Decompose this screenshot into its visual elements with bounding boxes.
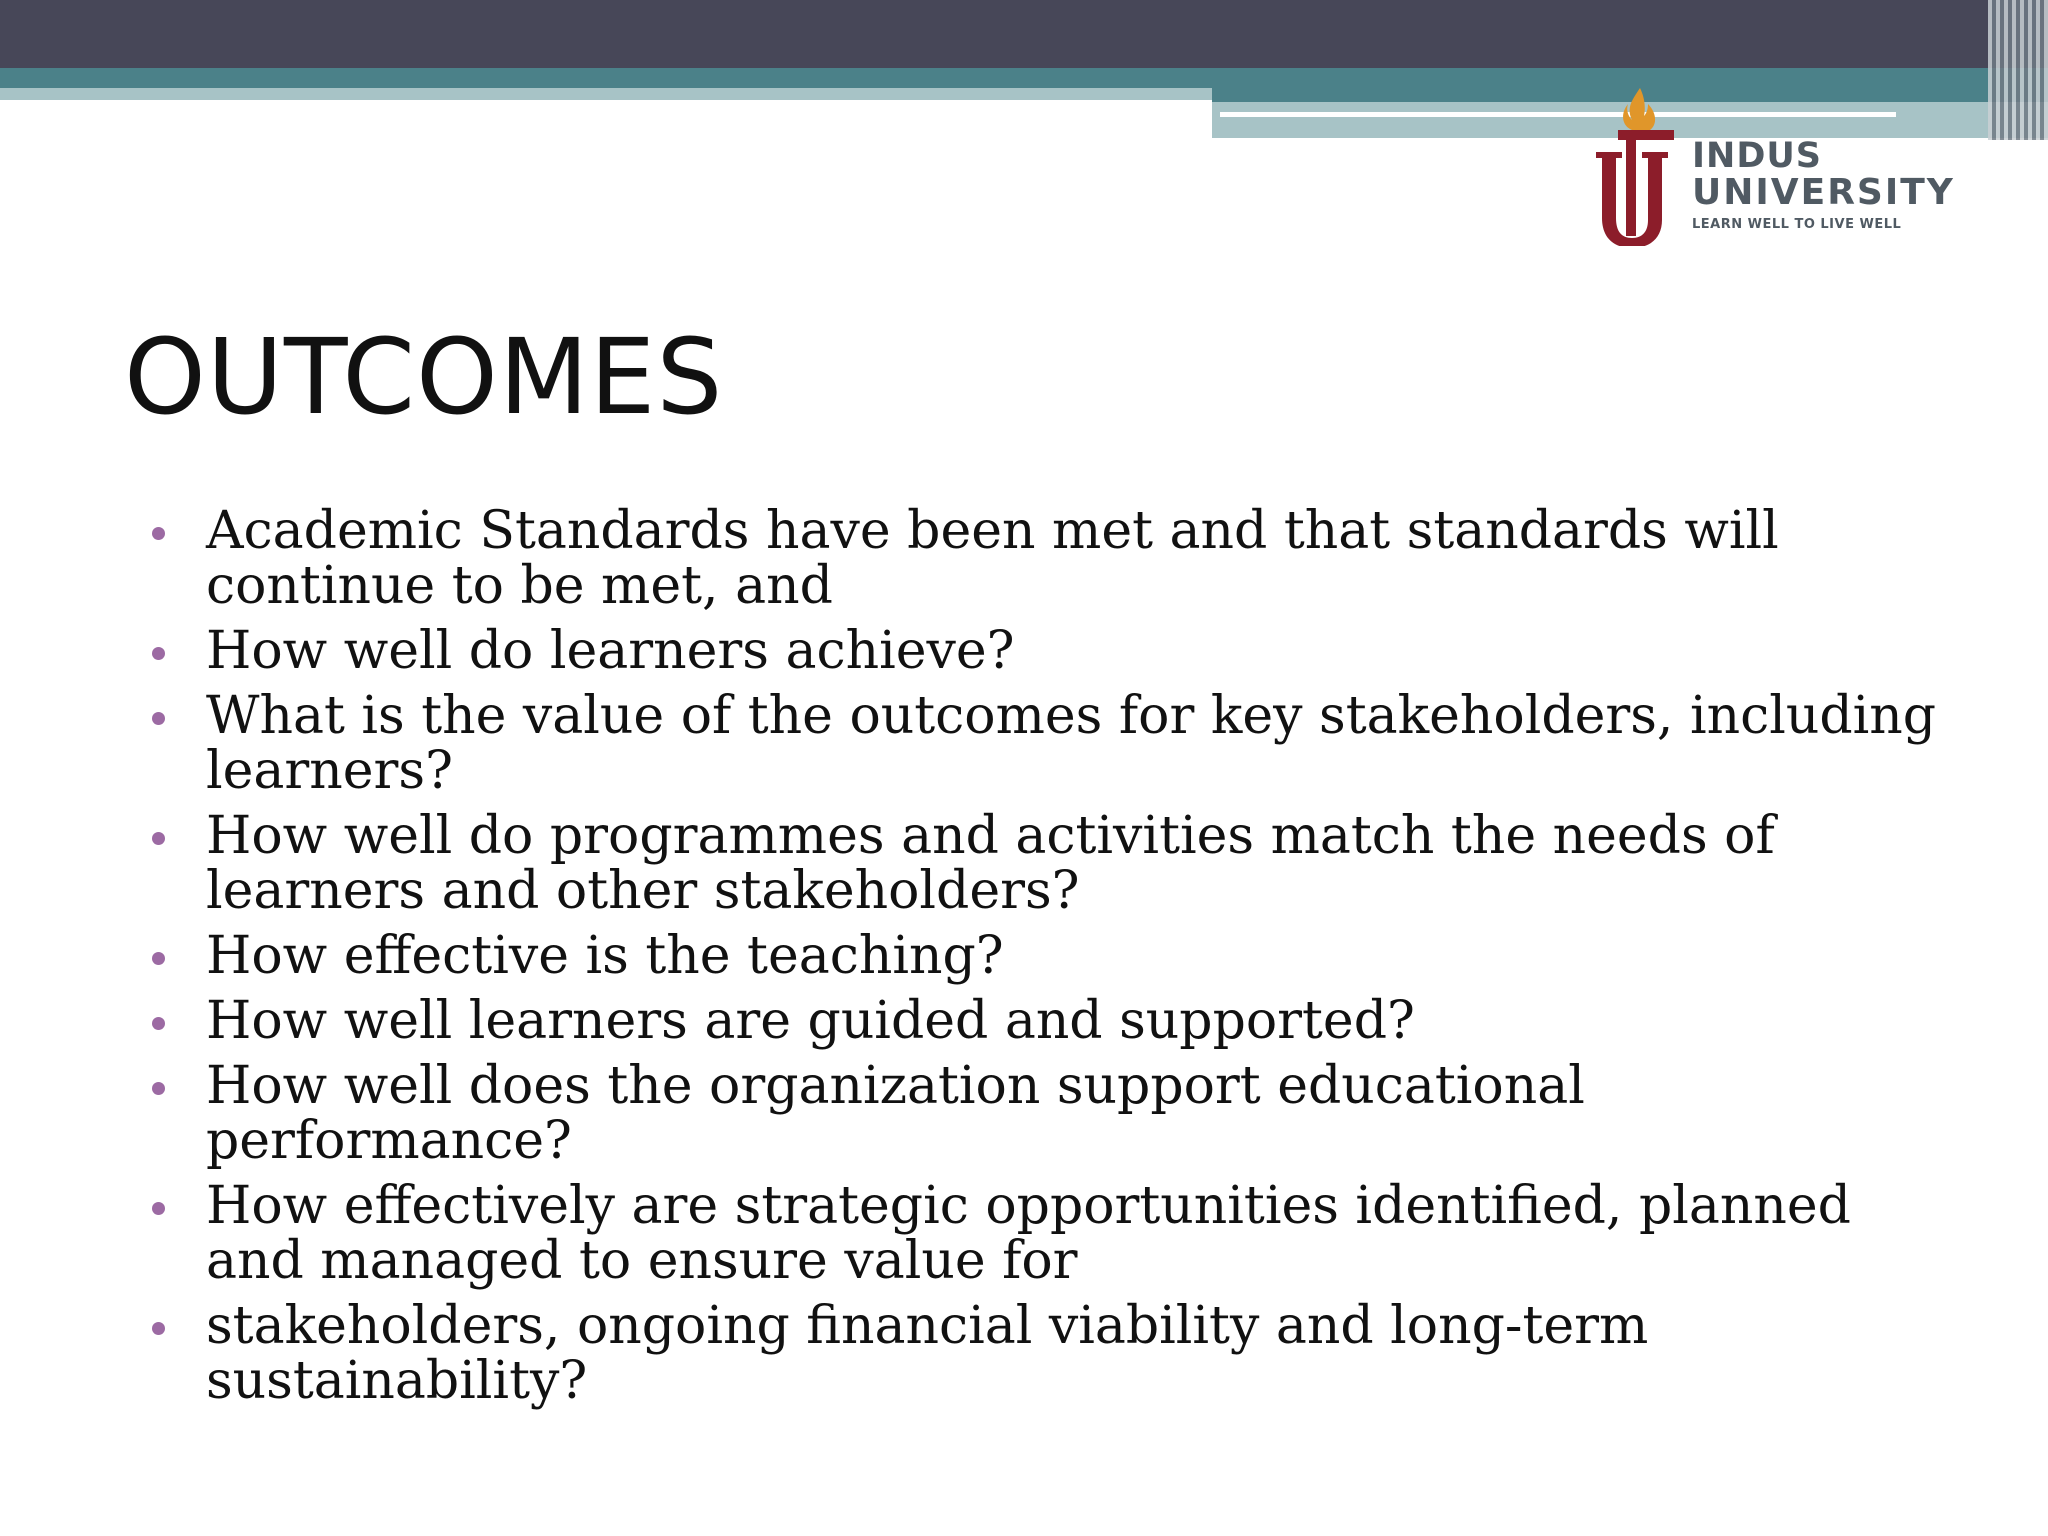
logo-name-line2: UNIVERSITY <box>1692 172 1955 213</box>
bullet-dot-icon <box>152 527 165 540</box>
logo-name-line1: INDUS <box>1692 136 1822 176</box>
bullet-text: How well does the organization support educational performance? <box>206 1056 1585 1171</box>
header-band-teal <box>0 68 2048 88</box>
bullet-dot-icon <box>152 1202 165 1215</box>
bullet-dot-icon <box>152 832 165 845</box>
bullet-item <box>140 501 1960 616</box>
bullet-dot-icon <box>152 1017 165 1030</box>
bullet-text: How well do learners achieve? <box>206 621 1015 681</box>
bullet-item <box>140 1176 1960 1291</box>
bullet-text: What is the value of the outcomes for key stakeholders, including learners? <box>206 686 1937 801</box>
bullet-text: Academic Standards have been met and that standards will continue to be met, and <box>206 501 1779 616</box>
bullet-text: How effectively are strategic opportunities identified, planned and managed to ensure value for <box>206 1176 1851 1291</box>
university-logo <box>1588 86 2008 246</box>
bullet-text: How effective is the teaching? <box>206 926 1004 986</box>
header-band-dark <box>0 0 2048 68</box>
bullet-text: How well learners are guided and supported? <box>206 991 1415 1051</box>
bullet-item <box>140 926 1960 986</box>
logo-tagline: LEARN WELL TO LIVE WELL <box>1692 217 1902 232</box>
bullet-item <box>140 686 1960 801</box>
bullet-item <box>140 806 1960 921</box>
header-band-light-left <box>0 88 1212 100</box>
slide-title: OUTCOMES <box>124 316 724 438</box>
university-logo-mark-icon <box>1588 86 1686 246</box>
university-logo-text <box>1692 138 1955 234</box>
bullet-dot-icon <box>152 712 165 725</box>
bullet-dot-icon <box>152 647 165 660</box>
bullet-text: How well do programmes and activities match the needs of learners and other stakeholders? <box>206 806 1775 921</box>
bullet-dot-icon <box>152 1082 165 1095</box>
bullet-item <box>140 1296 1960 1411</box>
bullet-item <box>140 621 1960 681</box>
bullet-dot-icon <box>152 952 165 965</box>
bullet-list <box>140 501 1960 1419</box>
bullet-dot-icon <box>152 1322 165 1335</box>
bullet-item <box>140 991 1960 1051</box>
bullet-text: stakeholders, ongoing financial viability and long-term sustainability? <box>206 1296 1649 1411</box>
bullet-item <box>140 1056 1960 1171</box>
